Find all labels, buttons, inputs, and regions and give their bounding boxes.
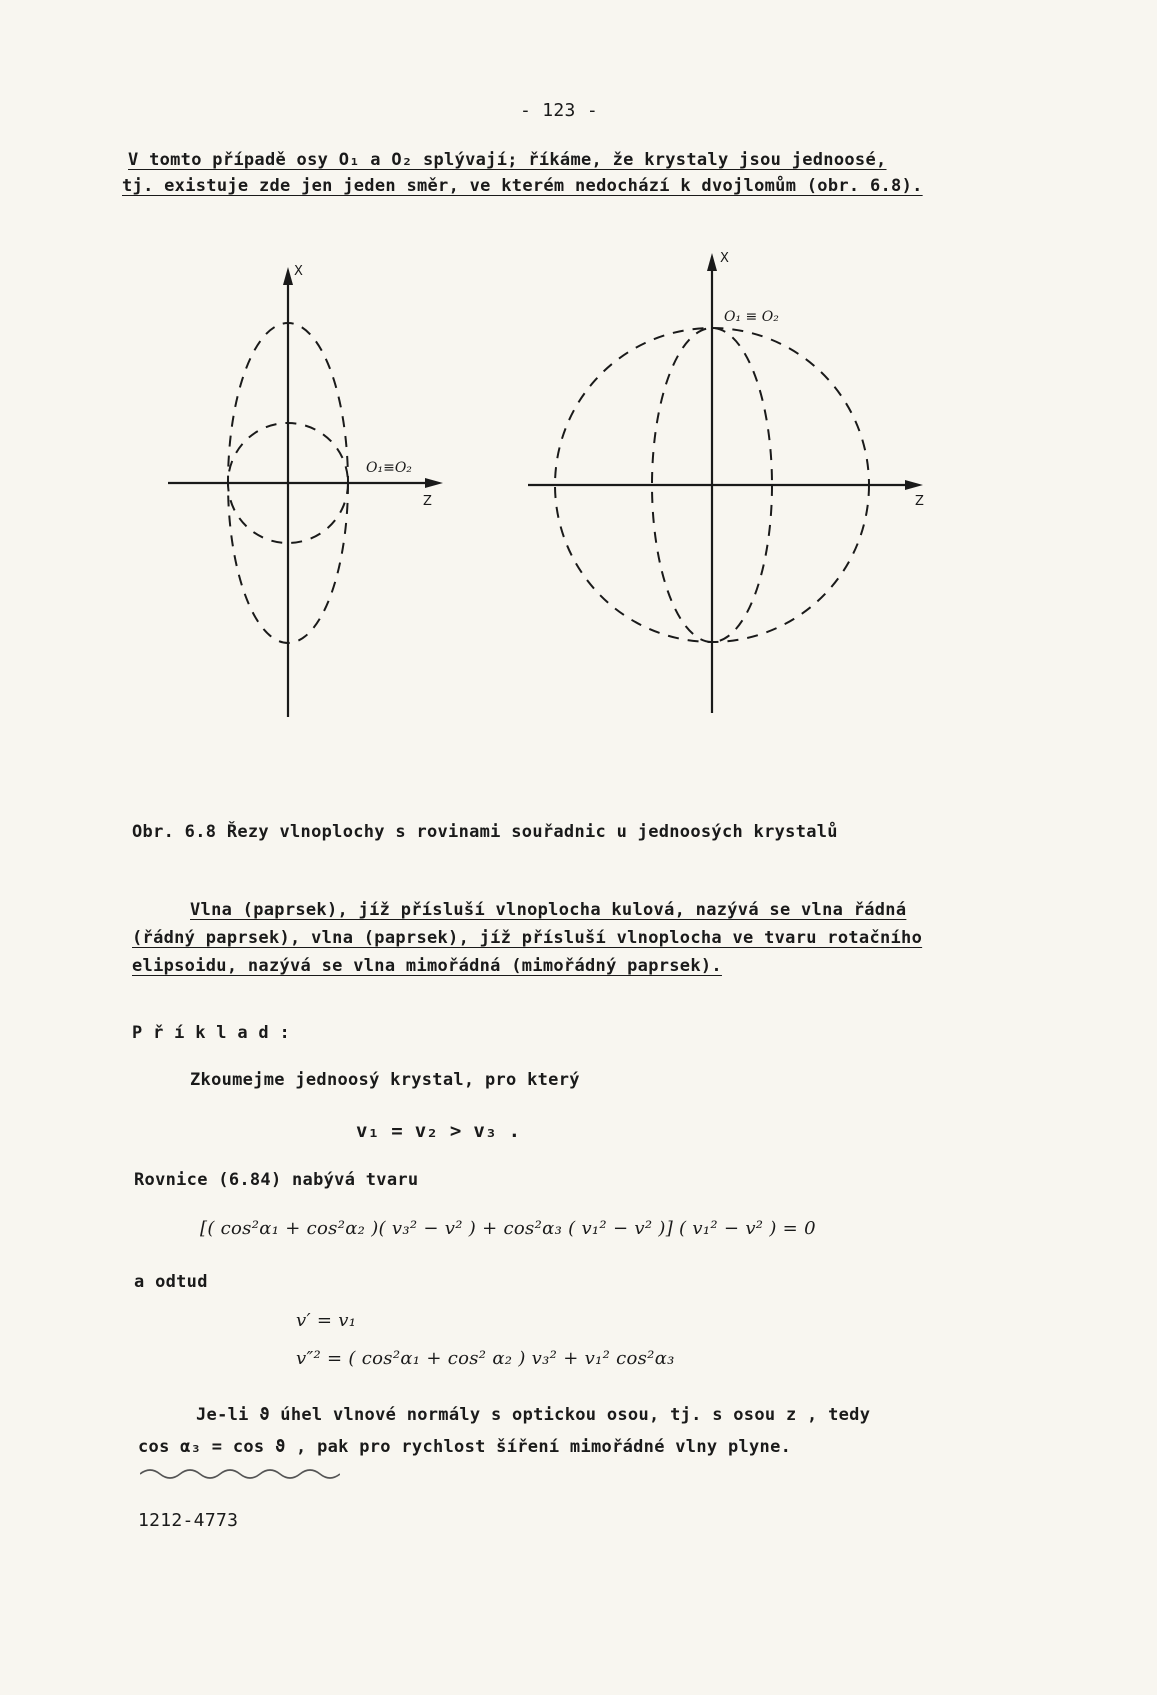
left-x-label: X (294, 264, 303, 279)
then-label: a odtud (134, 1272, 208, 1292)
example-intro: Zkoumejme jednoosý krystal, pro který (190, 1070, 580, 1090)
final-line-2: cos α₃ = cos ϑ , pak pro rychlost šíření mimořádné vlny plyne. (138, 1437, 792, 1457)
result-extraordinary: v″² = ( cos²α₁ + cos² α₂ ) v₃² + v₁² cos²α₃ (296, 1348, 675, 1369)
example-condition: v₁ = v₂ > v₃ . (356, 1120, 521, 1142)
left-z-arrow-icon (425, 478, 443, 488)
right-point-label: O₁ ≡ O₂ (724, 309, 779, 325)
final-line-1: Je-li ϑ úhel vlnové normály s optickou osou, tj. s osou z , tedy (196, 1405, 871, 1425)
figure-left (160, 255, 460, 735)
right-x-label: X (720, 251, 729, 266)
definition-line-2: (řádný paprsek), vlna (paprsek), jíž přísluší vlnoplocha ve tvaru rotačního (132, 928, 923, 948)
page-number: - 123 - (520, 100, 598, 121)
example-heading: P ř í k l a d : (132, 1023, 291, 1043)
footer-code: 1212-4773 (138, 1510, 239, 1531)
left-z-label: Z (423, 494, 432, 509)
wavy-underline (140, 1464, 340, 1482)
definition-line-1: Vlna (paprsek), jíž přísluší vlnoplocha kulová, nazývá se vlna řádná (190, 900, 907, 920)
main-equation: [( cos²α₁ + cos²α₂ )( v₃² − v² ) + cos²α₃ ( v₁² − v² )] ( v₁² − v² ) = 0 (200, 1218, 816, 1239)
intro-line-1: V tomto případě osy O₁ a O₂ splývají; říkáme, že krystaly jsou jednoosé, (128, 150, 887, 170)
definition-line-3: elipsoidu, nazývá se vlna mimořádná (mimořádný paprsek). (132, 956, 722, 976)
intro-line-2: tj. existuje zde jen jeden směr, ve kterém nedochází k dvojlomům (obr. 6.8). (122, 176, 923, 196)
right-z-arrow-icon (905, 480, 923, 490)
result-ordinary: v′ = v₁ (296, 1310, 357, 1331)
right-z-label: Z (915, 494, 924, 509)
equation-intro: Rovnice (6.84) nabývá tvaru (134, 1170, 419, 1190)
left-point-label: O₁≡O₂ (366, 460, 412, 476)
figure-caption: Obr. 6.8 Řezy vlnoplochy s rovinami souřadnic u jednoosých krystalů (132, 822, 838, 842)
figure-right (520, 245, 950, 725)
left-x-arrow-icon (283, 267, 293, 285)
right-x-arrow-icon (707, 253, 717, 271)
